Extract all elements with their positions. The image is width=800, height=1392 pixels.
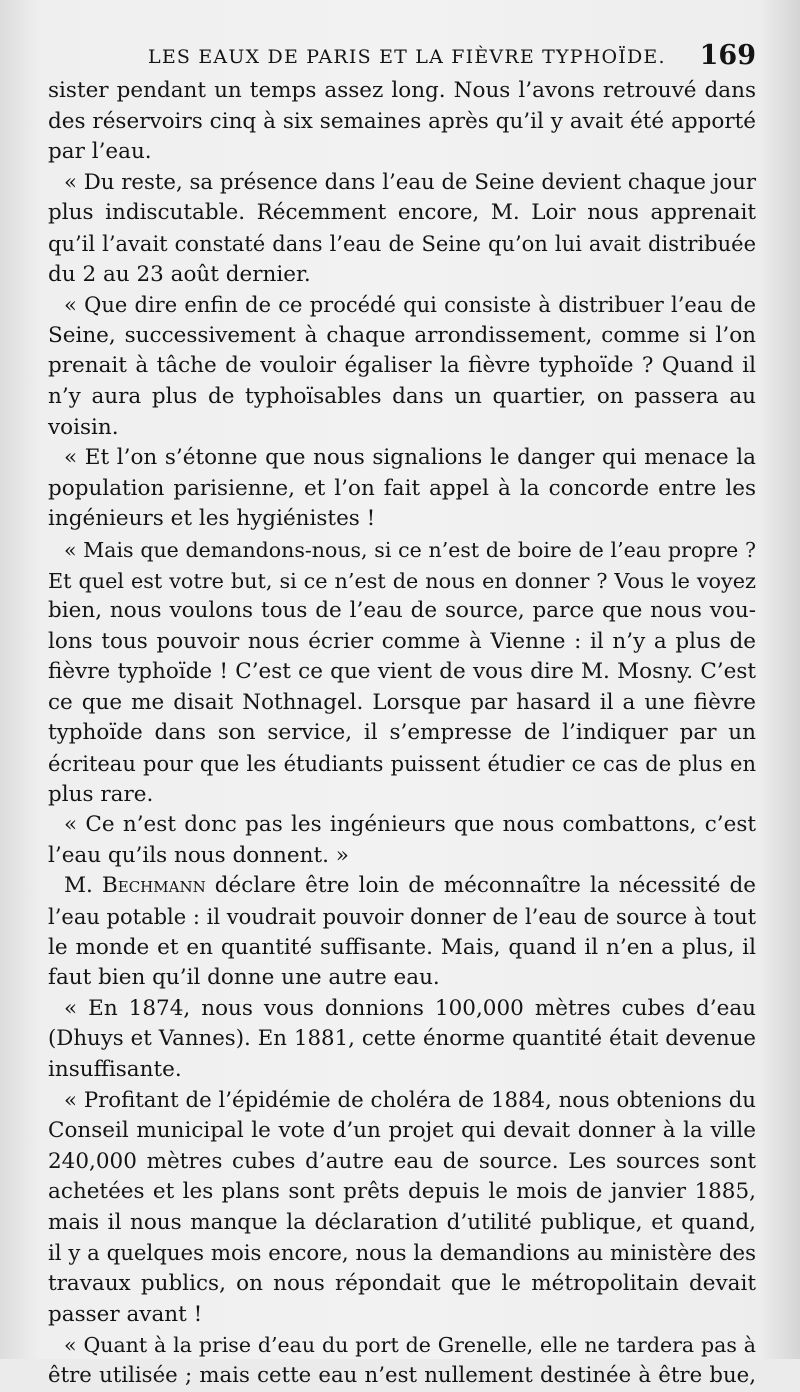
text-line: « Ce n’est donc pas les ingénieurs que nous combattons, c’est [64,812,756,838]
text-line: Seine, successivement à chaque arrondissement, comme si l’on [48,322,756,348]
text-line: être utilisée ; mais cette eau n’est nullement destinée à être bue, [48,1362,756,1388]
text-line: achetées et les plans sont prêts depuis le mois de janvier 1885, [48,1179,756,1205]
text-line: ingénieurs et les hygiénistes ! [48,506,376,532]
text-line: l’eau potable : il voudrait pouvoir donner de l’eau de source à tout [48,905,757,930]
text-line: population parisienne, et l’on fait appel à la concorde entre les [48,475,756,501]
text-line: il y a quelques mois encore, nous la demandions au ministère des [48,1240,756,1266]
page-number: 169 [699,40,756,71]
text-line: « Du reste, sa présence dans l’eau de Seine devient chaque jour [64,169,756,195]
text-line: prenait à tâche de vouloir égaliser la fièvre typhoïde ? Quand il [48,353,756,379]
text-line: faut bien qu’il donne une autre eau. [48,965,440,991]
text-line: M. Bechmann déclare être loin de méconnaître la nécessité de [64,873,756,899]
text-line: typhoïde dans son service, il s’empresse de l’indiquer par un [48,720,756,746]
text-line: bien, nous voulons tous de l’eau de source, parce que nous vou- [48,598,756,624]
text-line: fièvre typhoïde ! C’est ce que vient de vous dire M. Mosny. C’est [48,659,756,685]
text-line: voisin. [48,414,119,440]
text-line: ce que me disait Nothnagel. Lorsque par hasard il a une fièvre [48,689,756,715]
body-text [48,76,756,1392]
text-line: « Que dire enfin de ce procédé qui consiste à distribuer l’eau de [64,293,756,318]
text-line: insuffisante. [48,1057,182,1082]
text-line: qu’il l’avait constaté dans l’eau de Seine qu’on lui avait distribuée [48,231,756,256]
text-line: mais il nous manque la déclaration d’utilité publique, et quand, [48,1209,756,1235]
running-title: LES EAUX DE PARIS ET LA FIÈVRE TYPHOÏDE. [148,46,666,68]
text-line: Et quel est votre but, si ce n’est de nous en donner ? Vous le voyez [48,568,756,593]
text-line: du 2 au 23 août dernier. [48,261,311,287]
text-line: « Profitant de l’épidémie de choléra de 1884, nous obtenions du [64,1087,756,1113]
text-line: le monde et en quantité suffisante. Mais, quand il n’en a plus, il [48,934,756,960]
text-line: par l’eau. [48,139,152,165]
text-line: « En 1874, nous vous donnions 100,000 mètres cubes d’eau [64,995,756,1021]
text-line: passer avant ! [48,1301,203,1327]
text-line: « Quant à la prise d’eau du port de Grenelle, elle ne tardera pas à [64,1333,756,1358]
text-line: lons tous pouvoir nous écrier comme à Vienne : il n’y a plus de [48,628,756,654]
text-line: travaux publics, on nous répondait que le métropolitain devait [48,1271,756,1297]
text-line: sister pendant un temps assez long. Nous l’avons retrouvé dans [48,78,756,103]
text-line: n’y aura plus de typhoïsables dans un quartier, on passera au [48,383,756,409]
text-line: écriteau pour que les étudiants puissent étudier ce cas de plus en [48,752,756,777]
text-line: (Dhuys et Vannes). En 1881, cette énorme quantité était devenue [48,1026,756,1052]
text-line: « Et l’on s’étonne que nous signalions le danger qui menace la [64,445,756,471]
text-line: Conseil municipal le vote d’un projet qui devait donner à la ville [48,1118,756,1144]
text-line: des réservoirs cinq à six semaines après qu’il y avait été apporté [48,108,756,134]
page-header [48,40,756,74]
text-line: l’eau qu’ils nous donnent. » [48,842,349,868]
text-line: « Mais que demandons-nous, si ce n’est de boire de l’eau propre ? [64,537,756,562]
text-line: plus indiscutable. Récemment encore, M. Loir nous apprenait [48,200,756,226]
text-line: plus rare. [48,781,154,807]
text-line: 240,000 mètres cubes d’autre eau de source. Les sources sont [48,1148,756,1174]
